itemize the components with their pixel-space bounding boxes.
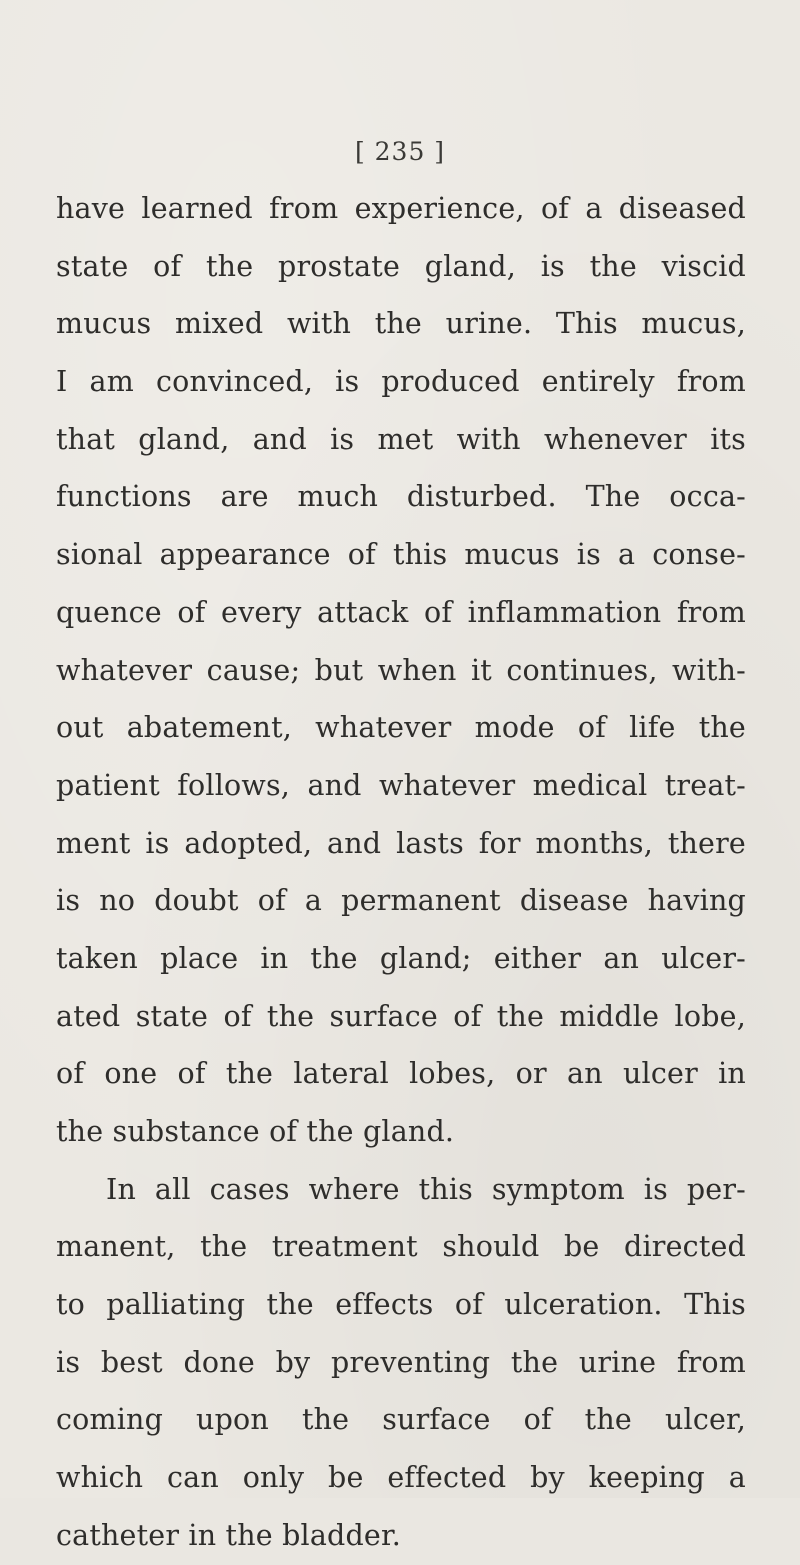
text-line: have learned from experience, of a diseased bbox=[56, 192, 746, 225]
text-line: of one of the lateral lobes, or an ulcer in bbox=[56, 1057, 746, 1091]
text-line: which can only be effected by keeping a bbox=[56, 1461, 746, 1495]
text-line: is no doubt of a permanent disease having bbox=[56, 884, 746, 918]
text-line: In all cases where this symptom is per- bbox=[106, 1172, 746, 1206]
paragraph-1 bbox=[56, 180, 746, 1161]
text-line: out abatement, whatever mode of life the bbox=[56, 711, 746, 745]
text-line: manent, the treatment should be directed bbox=[56, 1230, 746, 1264]
text-line: to palliating the effects of ulceration. This bbox=[56, 1288, 746, 1322]
text-line: patient follows, and whatever medical treat- bbox=[56, 768, 746, 802]
text-line: quence of every attack of inflammation from bbox=[56, 595, 746, 629]
text-line: is best done by preventing the urine from bbox=[56, 1345, 746, 1379]
text-line: whatever cause; but when it continues, with- bbox=[56, 653, 746, 687]
text-line: ment is adopted, and lasts for months, there bbox=[56, 826, 746, 860]
text-line: taken place in the gland; either an ulcer- bbox=[56, 941, 746, 975]
text-line: the substance of the gland. bbox=[56, 1115, 455, 1148]
page-number: [ 235 ] bbox=[354, 137, 446, 166]
paragraph-2 bbox=[56, 1161, 746, 1565]
text-line: catheter in the bladder. bbox=[56, 1518, 401, 1552]
text-line: state of the prostate gland, is the viscid bbox=[56, 249, 746, 283]
text-line: coming upon the surface of the ulcer, bbox=[56, 1403, 746, 1437]
text-line: functions are much disturbed. The occa- bbox=[56, 480, 746, 514]
text-line: that gland, and is met with whenever its bbox=[56, 422, 746, 456]
text-line: sional appearance of this mucus is a conse- bbox=[56, 538, 746, 572]
body-text bbox=[56, 180, 746, 1565]
text-line: mucus mixed with the urine. This mucus, bbox=[56, 307, 746, 341]
text-line: ated state of the surface of the middle lobe, bbox=[56, 999, 746, 1033]
text-line: I am convinced, is produced entirely from bbox=[56, 365, 746, 399]
